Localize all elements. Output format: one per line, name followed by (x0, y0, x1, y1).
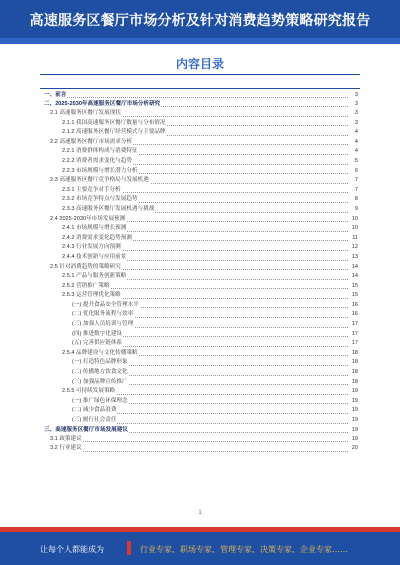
toc-entry[interactable] (44, 186, 358, 196)
toc-entry-page: 12 (351, 243, 358, 253)
toc-entry-page: 17 (351, 330, 358, 340)
toc-entry-text: (四) 推进数字化建设 (72, 330, 123, 340)
toc-entry-page: 17 (351, 320, 358, 330)
toc-entry-page: 19 (351, 387, 358, 397)
toc-entry-text: 2.4.1 市场规模与增长预测 (62, 224, 127, 234)
toc-entry[interactable] (44, 426, 358, 435)
toc-entry[interactable] (44, 349, 358, 359)
toc-entry[interactable] (44, 378, 358, 388)
footer-red-band (0, 527, 400, 532)
toc-entry-text: 2.2 高速服务区餐厅市场需求分析 (50, 138, 133, 148)
toc-entry-text: (一) 推广绿色环保理念 (72, 397, 129, 407)
toc-entry-text: 2.5.1 产品与服务创新策略 (62, 272, 127, 282)
toc-entry-page: 3 (354, 101, 358, 107)
toc-entry-text: (三) 加强品牌宣传推广 (72, 378, 129, 388)
toc-entry-text: 2.1.1 我国高速服务区餐厅数量与分布情况 (62, 119, 167, 129)
toc-entry[interactable] (44, 224, 358, 234)
toc-entry[interactable] (44, 282, 358, 292)
toc-entry[interactable] (44, 263, 358, 273)
toc-entry-page: 7 (354, 186, 358, 196)
toc-entry-text: 2.3 高速服务区餐厅竞争格局与发展机遇 (50, 176, 150, 186)
toc-entry[interactable] (44, 320, 358, 330)
toc-entry[interactable] (44, 358, 358, 368)
toc-entry[interactable] (44, 109, 358, 119)
toc-entry-page: 4 (354, 147, 358, 157)
toc-entry-text: 2.1 高速服务区餐厅发展现状 (50, 109, 122, 119)
toc-entry[interactable] (44, 406, 358, 416)
toc-entry-text: 2.3.3 高速服务区餐厅发展机遇与挑战 (62, 205, 155, 215)
toc-entry[interactable] (44, 157, 358, 167)
footer-slogan-right: 行业专家、职场专家、管理专家、决策专家、企业专家…… (140, 545, 348, 554)
toc-entry-page: 15 (351, 282, 358, 292)
toc-entry[interactable] (44, 119, 358, 129)
toc-entry[interactable] (44, 387, 358, 397)
toc-entry[interactable] (44, 272, 358, 282)
toc-entry-page: 10 (351, 215, 358, 225)
toc-entry[interactable] (44, 147, 358, 157)
toc-entry-text: (五) 完善供应链体系 (72, 339, 123, 349)
toc-entry[interactable] (44, 397, 358, 407)
toc-entry-page: 19 (351, 435, 358, 445)
toc-entry[interactable] (44, 138, 358, 148)
toc-entry-page: 18 (351, 378, 358, 388)
toc-entry-page: 13 (351, 253, 358, 263)
toc-entry-page: 7 (354, 176, 358, 186)
toc-entry[interactable] (44, 205, 358, 215)
toc-entry-text: 2.4.3 行业发展方向预测 (62, 243, 122, 253)
toc-entry-text: 2.5.3 运营管理优化策略 (62, 291, 122, 301)
toc-entry-page: 8 (354, 195, 358, 205)
toc-entry-text: 2.5.2 营销推广策略 (62, 282, 111, 292)
document-title: 高速服务区餐厅市场分析及针对消费趋势策略研究报告 (29, 13, 371, 29)
toc-entry-page: 14 (351, 272, 358, 282)
toc-rule-top (40, 74, 360, 75)
toc-entry-page: 19 (351, 406, 358, 416)
toc-entry[interactable] (44, 416, 358, 426)
toc-entry-page: 9 (354, 205, 358, 215)
toc-entry-text: 2.5 针对消费趋势的策略研究 (50, 263, 122, 273)
document-footer (0, 527, 400, 565)
toc-entry[interactable] (44, 310, 358, 320)
toc-entry-text: (二) 优化服务流程与效率 (72, 310, 134, 320)
toc-entry-page: 19 (351, 426, 358, 433)
toc-entry-page: 3 (354, 92, 358, 98)
toc-entry-text: 二、2025-2030年高速服务区餐厅市场分析研究 (44, 101, 161, 107)
toc-entry-page: 10 (351, 224, 358, 234)
toc-entry-page: 15 (351, 291, 358, 301)
toc-leader-dots (50, 451, 348, 452)
toc-entry-text: 三、高速服务区餐厅市场发展建议 (44, 426, 128, 433)
toc-entry-text: 2.4.2 消费需求变化趋势预测 (62, 234, 133, 244)
toc-entry-text: 3.2 行业建议 (50, 444, 83, 454)
toc-entry-text: 2.4 2025-2030年市场发展预测 (50, 215, 126, 225)
toc-entry[interactable] (44, 215, 358, 225)
toc-entry[interactable] (44, 253, 358, 263)
toc-entry[interactable] (44, 100, 358, 109)
toc-entry-page: 6 (354, 167, 358, 177)
toc-entry-text: (一) 提升食品安全管理水平 (72, 301, 140, 311)
toc-entry-text: (三) 履行社会责任 (72, 416, 117, 426)
toc-entry-text: 2.5.4 品牌建设与文化传播策略 (62, 349, 139, 359)
toc-entry[interactable] (44, 330, 358, 340)
toc-entry[interactable] (44, 167, 358, 177)
toc-entry-text: (二) 减少食品浪费 (72, 406, 117, 416)
toc-entry-page: 14 (351, 263, 358, 273)
toc-entry-text: 2.2.3 市场规模与增长潜力分析 (62, 167, 139, 177)
toc-entry-text: (三) 加强人员培训与管理 (72, 320, 134, 330)
toc-entry[interactable] (44, 368, 358, 378)
footer-slogan-left: 让每个人都能成为 (40, 545, 104, 554)
table-of-contents (44, 91, 358, 454)
toc-entry-page: 4 (354, 138, 358, 148)
toc-entry[interactable] (44, 91, 358, 100)
toc-rule-bottom (40, 88, 360, 89)
toc-entry[interactable] (44, 339, 358, 349)
toc-entry-page: 16 (351, 310, 358, 320)
toc-entry[interactable] (44, 234, 358, 244)
toc-entry-page: 17 (351, 339, 358, 349)
toc-entry-text: 3.1 政策建议 (50, 435, 83, 445)
toc-entry-page: 5 (354, 157, 358, 167)
toc-entry-page: 3 (354, 119, 358, 129)
toc-entry[interactable] (44, 435, 358, 445)
toc-entry-page: 18 (351, 358, 358, 368)
toc-entry-text: 一、前言 (44, 92, 67, 98)
toc-entry-page: 3 (354, 109, 358, 119)
header-stripe (0, 38, 400, 44)
toc-entry-text: 2.5.5 可持续发展策略 (62, 387, 116, 397)
toc-leader-dots (50, 441, 348, 442)
toc-entry-text: 2.3.1 主要竞争对手分析 (62, 186, 122, 196)
toc-entry-text: (一) 打造特色品牌形象 (72, 358, 129, 368)
toc-entry-page: 11 (351, 234, 358, 244)
document-header (0, 0, 400, 44)
footer-divider (127, 541, 131, 555)
toc-heading: 内容目录 (175, 57, 224, 71)
toc-entry-page: 19 (351, 397, 358, 407)
page-number: 1 (198, 510, 202, 516)
toc-entry[interactable] (44, 128, 358, 138)
toc-entry-text: 2.2.1 消费群体构成与消费特征 (62, 147, 139, 157)
toc-entry-text: 2.4.4 技术创新与应用前景 (62, 253, 127, 263)
toc-entry-text: 2.3.2 市场竞争特点与发展趋势 (62, 195, 139, 205)
toc-entry[interactable] (44, 444, 358, 454)
toc-entry-text: (二) 传播地方饮食文化 (72, 368, 129, 378)
toc-entry-text: 2.1.2 高速服务区餐厅经营模式与主要品牌 (62, 128, 167, 138)
toc-entry[interactable] (44, 195, 358, 205)
toc-entry[interactable] (44, 301, 358, 311)
toc-entry-page: 16 (351, 301, 358, 311)
toc-entry-page: 18 (351, 368, 358, 378)
toc-entry[interactable] (44, 243, 358, 253)
toc-entry-page: 18 (351, 349, 358, 359)
toc-entry[interactable] (44, 291, 358, 301)
toc-entry-page: 19 (351, 416, 358, 426)
toc-entry-text: 2.2.2 消费者需求变化与趋势 (62, 157, 133, 167)
toc-entry[interactable] (44, 176, 358, 186)
toc-entry-page: 20 (351, 444, 358, 454)
toc-leader-dots (44, 97, 348, 98)
toc-entry-page: 4 (354, 128, 358, 138)
